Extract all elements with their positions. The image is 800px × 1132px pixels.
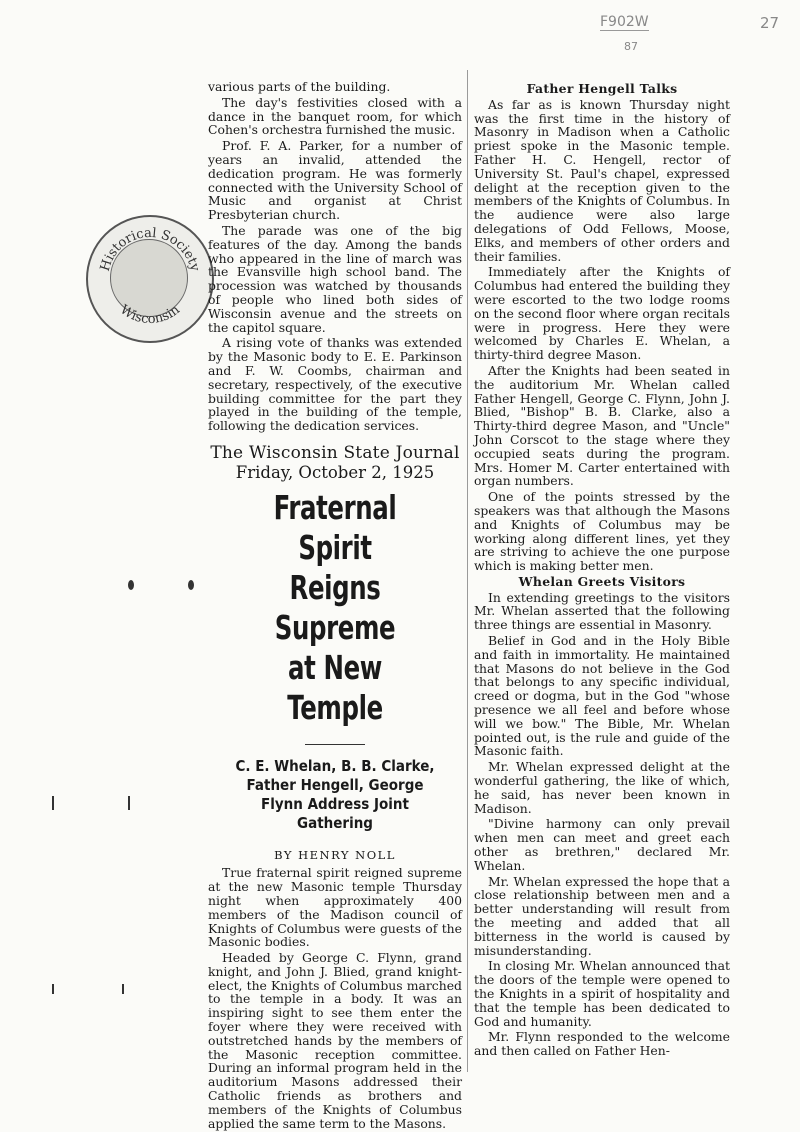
right-column xyxy=(474,82,730,1060)
binding-hole xyxy=(128,580,134,590)
paragraph: After the Knights had been seated in the auditorium Mr. Whelan called Father Hengell, George C. Flynn, John J. Blied, "Bishop" B. B. Clarke, also a Thirty-third degree Mason, and "Uncle" John Corscot to the stage where they occupied seats during the program. Mrs. Homer M. Carter entertained with organ numbers. xyxy=(474,362,730,489)
deck-line: C. E. Whelan, B. B. Clarke, xyxy=(235,756,435,775)
deck-line: Gathering xyxy=(297,813,373,832)
subhead-whelan-greets: Whelan Greets Visitors xyxy=(518,573,686,589)
seal-lettering xyxy=(88,217,212,341)
headline-divider xyxy=(305,744,365,745)
paragraph: various parts of the building. xyxy=(208,79,391,94)
margin-mark xyxy=(52,796,54,810)
headline xyxy=(208,488,462,728)
deck xyxy=(208,757,462,833)
paragraph: Immediately after the Knights of Columbus had entered the building they were escorted to the two lodge rooms on the second floor where organ recitals were in progress. Here they were welcomed by Charles E. Whelan, a thirty-third degree Mason. xyxy=(474,264,730,363)
paragraph: True fraternal spirit reigned supreme at the new Masonic temple Thursday night when approximately 400 members of the Madison council of Knights of Columbus were guests of the Masonic bodies. xyxy=(208,865,462,950)
archive-sub-mark: 87 xyxy=(624,40,638,53)
margin-mark xyxy=(122,984,124,994)
subhead-father-hengell: Father Hengell Talks xyxy=(526,81,678,96)
binding-hole xyxy=(188,580,194,590)
masthead-name: The Wisconsin State Journal xyxy=(210,442,460,463)
paragraph: The day's festivities closed with a dance in the banquet room, for which Cohen's orchestra furnished the music. xyxy=(208,94,462,138)
margin-mark xyxy=(52,984,54,994)
svg-text:Wisconsin: Wisconsin xyxy=(117,302,183,328)
column-rule xyxy=(467,70,468,1072)
archive-id-mark: F902W xyxy=(600,14,649,30)
historical-society-seal xyxy=(86,215,214,343)
paragraph: In closing Mr. Whelan announced that the doors of the temple were opened to the Knights in a spirit of hospitality and that the temple has been dedicated to God and humanity. xyxy=(474,958,730,1029)
paragraph: "Divine harmony can only prevail when men can meet and greet each other as brethren," declared Mr. Whelan. xyxy=(474,816,730,873)
paragraph: A rising vote of thanks was extended by the Masonic body to E. E. Parkinson and F. W. Coombs, chairman and secretary, respectively, of the executive building committee for the part they played in the building of the temple, following the dedication services. xyxy=(208,335,462,434)
deck-line: Father Hengell, George xyxy=(246,775,424,794)
headline-line: at New Temple xyxy=(287,647,383,727)
deck-line: Flynn Address Joint xyxy=(261,794,409,813)
headline-line: Reigns Supreme xyxy=(274,567,396,647)
paragraph: The parade was one of the big features of the day. Among the bands who appeared in the line of march was the Evansville high school band. The procession was watched by thousands of people who lined both sides of Wisconsin avenue and the streets on the capitol square. xyxy=(208,222,462,335)
byline: BY HENRY NOLL xyxy=(274,847,396,862)
left-column xyxy=(208,80,462,1132)
paragraph: As far as is known Thursday night was the first time in the history of Masonry in Madison when a Catholic priest spoke in the Masonic temple. Father H. C. Hengell, rector of University St. Paul's chapel, expressed delight at the reception given to the members of the Knights of Columbus. In the audience were also large delegations of Odd Fellows, Moose, Elks, and members of other orders and their families. xyxy=(474,96,730,264)
paragraph: One of the points stressed by the speakers was that although the Masons and Knights of Columbus may be working along different lines, yet they are striving to achieve the one purpose which is making better men. xyxy=(474,489,730,574)
paragraph: In extending greetings to the visitors Mr. Whelan asserted that the following three things are essential in Masonry. xyxy=(474,589,730,633)
paragraph: Mr. Flynn responded to the welcome and then called on Father Hen- xyxy=(474,1029,730,1059)
paragraph: Prof. F. A. Parker, for a number of years an invalid, attended the dedication program. He was formerly connected with the University School of Music and organist at Christ Presbyterian church. xyxy=(208,138,462,223)
paragraph: Mr. Whelan expressed delight at the wonderful gathering, the like of which, he said, has never been known in Madison. xyxy=(474,759,730,816)
page-number: 27 xyxy=(760,14,780,32)
margin-mark xyxy=(128,796,130,810)
masthead-date: Friday, October 2, 1925 xyxy=(235,462,435,482)
svg-text:Historical Society: Historical Society xyxy=(97,225,203,274)
paragraph: Headed by George C. Flynn, grand knight, and John J. Blied, grand knight-elect, the Knights of Columbus marched to the temple in a body. It was an inspiring sight to see them enter the foyer where they were received with outstretched hands by the members of the Masonic reception committee. During an informal program held in the auditorium Masons addressed their Catholic friends as brothers and members of the Knights of Columbus applied the same term to the Masons. xyxy=(208,950,462,1131)
paragraph: Belief in God and in the Holy Bible and faith in immortality. He maintained that Masons do not believe in the God that belongs to any specific individual, creed or dogma, but in the God "whose presence we all feel and before whose will we bow." The Bible, Mr. Whelan pointed out, is the rule and guide of the Masonic faith. xyxy=(474,633,730,759)
paragraph: Mr. Whelan expressed the hope that a close relationship between men and a better understanding will result from the meeting and added that all bitterness in the world is caused by misunderstanding. xyxy=(474,873,730,958)
headline-line: Fraternal Spirit xyxy=(273,487,397,567)
